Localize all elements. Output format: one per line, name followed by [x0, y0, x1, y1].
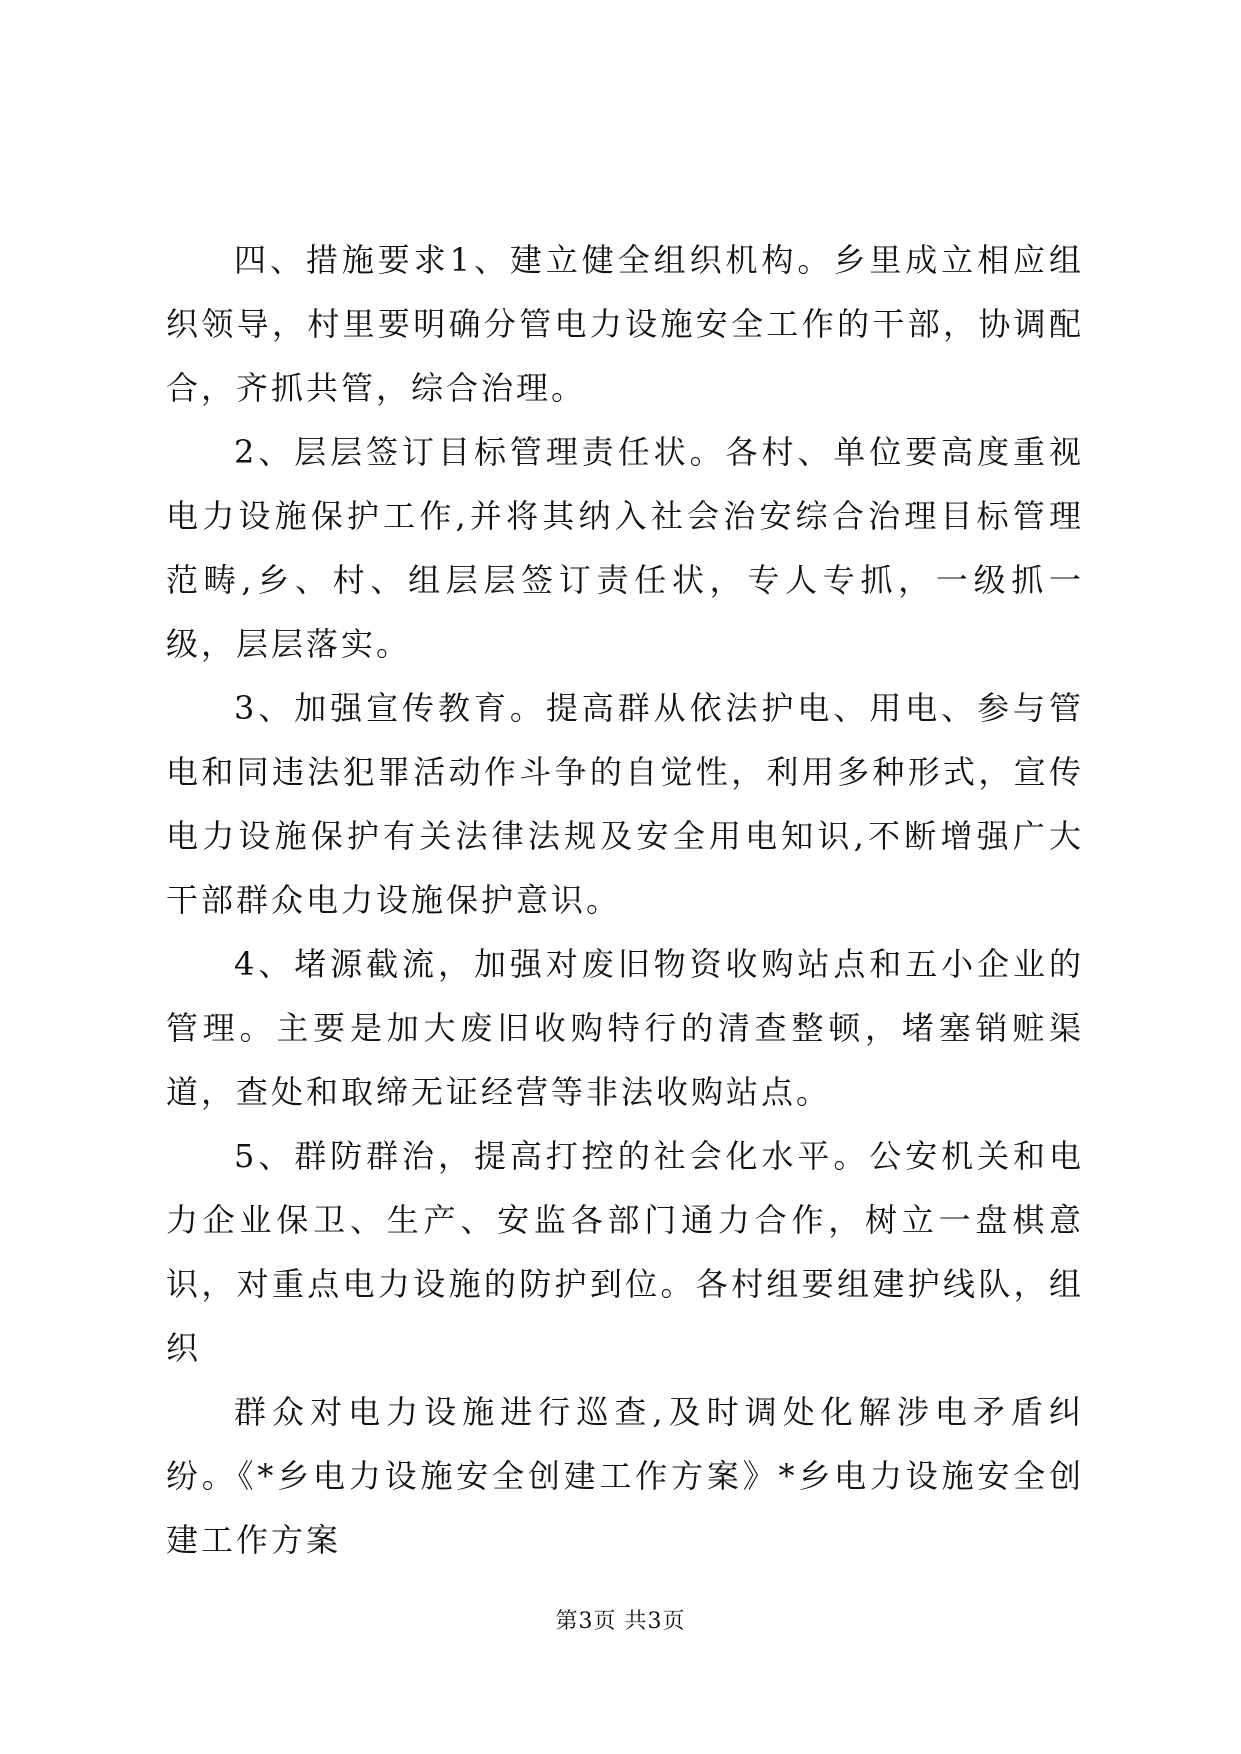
paragraph-measures-1: 四、措施要求1、建立健全组织机构。乡里成立相应组织领导，村里要明确分管电力设施安全工作的干部，协调配合，齐抓共管，综合治理。 — [166, 241, 1084, 407]
paragraph-closing: 群众对电力设施进行巡查,及时调处化解涉电矛盾纠纷。《*乡电力设施安全创建工作方案》*乡电力设施安全创建工作方案 — [166, 1393, 1084, 1559]
paragraph-measures-4: 4、堵源截流，加强对废旧物资收购站点和五小企业的管理。主要是加大废旧收购特行的清查整顿，堵塞销赃渠道，查处和取缔无证经营等非法收购站点。 — [166, 945, 1084, 1111]
paragraph-measures-5: 5、群防群治，提高打控的社会化水平。公安机关和电力企业保卫、生产、安监各部门通力合作，树立一盘棋意识，对重点电力设施的防护到位。各村组要组建护线队，组织 — [166, 1137, 1084, 1367]
page-number-footer: 第3页 共3页 — [555, 1609, 686, 1634]
paragraph-measures-3: 3、加强宣传教育。提高群从依法护电、用电、参与管电和同违法犯罪活动作斗争的自觉性，利用多种形式，宣传电力设施保护有关法律法规及安全用电知识,不断增强广大干部群众电力设施保护意识。 — [166, 689, 1084, 919]
paragraph-measures-2: 2、层层签订目标管理责任状。各村、单位要高度重视电力设施保护工作,并将其纳入社会治安综合治理目标管理范畴,乡、村、组层层签订责任状，专人专抓，一级抓一级，层层落实。 — [166, 433, 1084, 663]
document-body — [166, 228, 1084, 1572]
